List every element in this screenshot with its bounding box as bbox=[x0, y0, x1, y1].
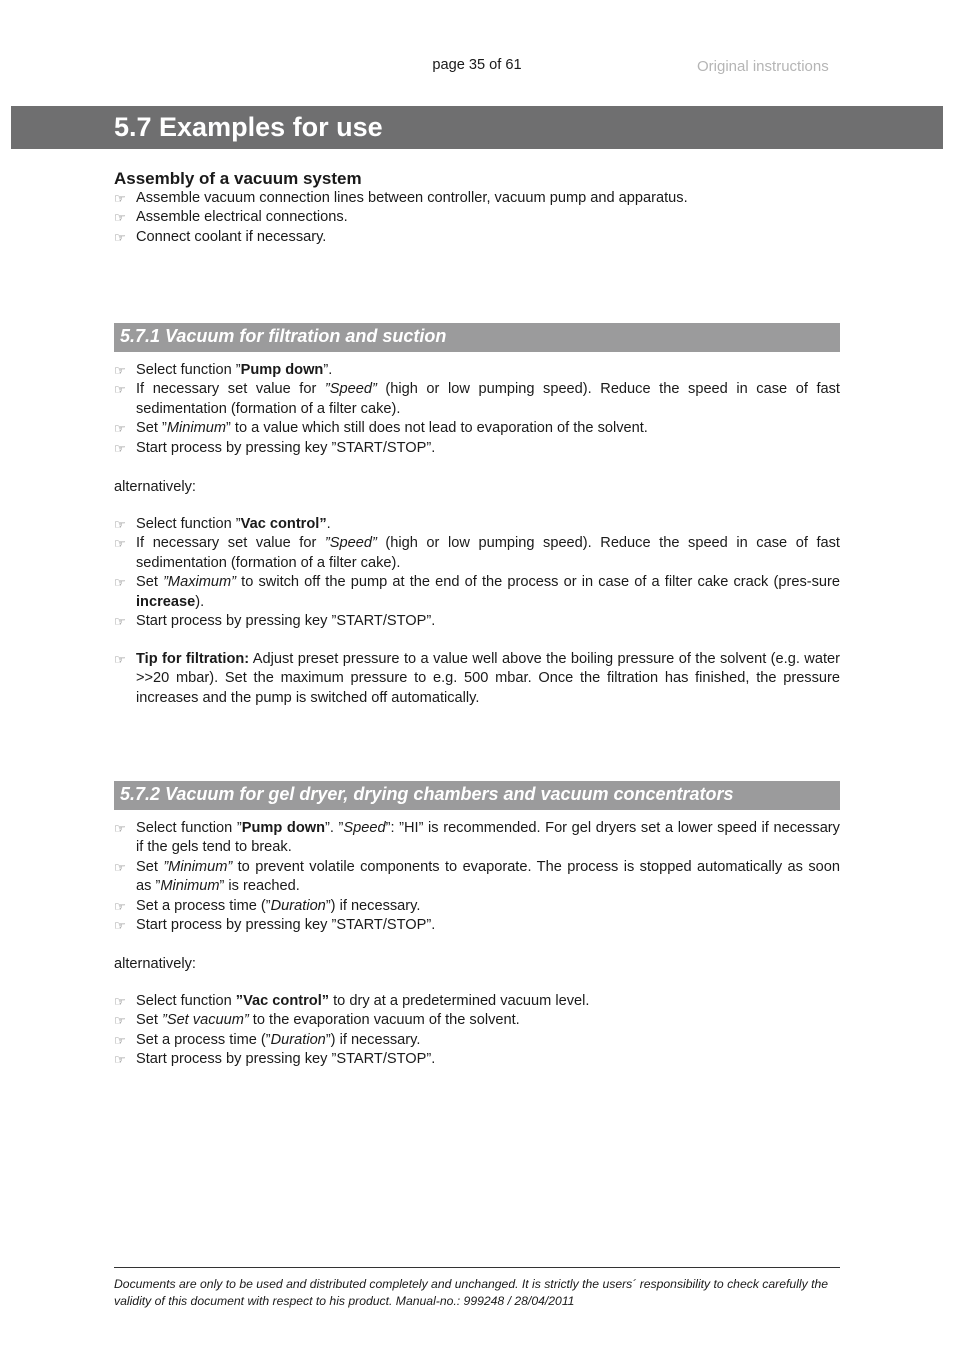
pointing-hand-icon: ☞ bbox=[114, 994, 126, 1009]
pointing-hand-icon: ☞ bbox=[114, 1032, 126, 1048]
list-item: ☞ Connect coolant if necessary. bbox=[114, 228, 840, 247]
pointing-hand-icon: ☞ bbox=[114, 1013, 126, 1029]
pointing-hand-icon: ☞ bbox=[114, 821, 126, 836]
pointing-hand-icon: ☞ bbox=[114, 859, 126, 875]
list-item: ☞ Assemble vacuum connection lines between controller, vacuum pump and apparatus. bbox=[114, 189, 840, 208]
list-item: ☞ Set ”Minimum” to prevent volatile components to evaporate. The process is stopped automatically as soon as ”Minimum” is reached. bbox=[114, 858, 840, 895]
section-title: 5.7 Examples for use bbox=[11, 106, 943, 149]
footer-disclaimer: Documents are only to be used and distributed completely and unchanged. It is strictly the users´ responsibility to check carefully the validity of this document with respect to his product. Manual-no.: 999248 / 28/04/2011 bbox=[114, 1277, 829, 1308]
pointing-hand-icon: ☞ bbox=[114, 382, 126, 398]
list-item: ☞ Set ”Set vacuum” to the evaporation vacuum of the solvent. bbox=[114, 1011, 840, 1030]
assembly-heading: Assembly of a vacuum system bbox=[114, 169, 362, 188]
pointing-hand-icon: ☞ bbox=[114, 191, 126, 206]
list-item: ☞ Start process by pressing key ”START/STOP”. bbox=[114, 1050, 840, 1069]
filtration-tip bbox=[114, 650, 840, 708]
pointing-hand-icon: ☞ bbox=[114, 614, 126, 630]
filtration-list-2 bbox=[114, 515, 840, 631]
list-item: ☞ Set ”Maximum” to switch off the pump at the end of the process or in case of a filter cake crack (pres-sure increase). bbox=[114, 574, 841, 610]
original-instructions-label: Original instructions bbox=[697, 58, 829, 75]
pointing-hand-icon: ☞ bbox=[114, 652, 126, 667]
pointing-hand-icon: ☞ bbox=[114, 363, 126, 378]
pointing-hand-icon: ☞ bbox=[114, 575, 126, 591]
list-item: ☞ Select function ”Vac control”. bbox=[114, 515, 840, 534]
list-item: ☞ Tip for filtration: Adjust preset pressure to a value well above the boiling pressure of the solvent (e.g. water >>20 mbar). Set the maximum pressure to e.g. 500 mbar. Once the filtration has finished, the pressure increases and the pump is switched off automatically. bbox=[114, 651, 840, 706]
page-number: page 35 of 61 bbox=[432, 57, 522, 73]
list-item: ☞ Set a process time (”Duration”) if necessary. bbox=[114, 897, 840, 916]
list-item: ☞ Assemble electrical connections. bbox=[114, 208, 840, 227]
drying-list-2 bbox=[114, 992, 840, 1070]
list-item: ☞ Start process by pressing key ”START/STOP”. bbox=[114, 916, 840, 935]
list-item: ☞ Select function ”Vac control” to dry at a predetermined vacuum level. bbox=[114, 992, 840, 1011]
subsection-title-572: 5.7.2 Vacuum for gel dryer, drying chambers and vacuum concentrators bbox=[114, 781, 840, 810]
list-item: ☞ Select function ”Pump down”. ”Speed”: ”HI” is recommended. For gel dryers set a lower speed if necessary if the gels tend to break. bbox=[114, 820, 840, 856]
pointing-hand-icon: ☞ bbox=[114, 421, 126, 437]
filtration-list-1 bbox=[114, 361, 840, 458]
list-item: ☞ Start process by pressing key ”START/STOP”. bbox=[114, 439, 840, 458]
subsection-title-571: 5.7.1 Vacuum for filtration and suction bbox=[114, 323, 840, 352]
pointing-hand-icon: ☞ bbox=[114, 229, 126, 245]
drying-list-1 bbox=[114, 819, 840, 935]
list-item: ☞ Set a process time (”Duration”) if necessary. bbox=[114, 1031, 840, 1050]
pointing-hand-icon: ☞ bbox=[114, 1052, 126, 1068]
alternatively-text: alternatively: bbox=[114, 956, 196, 972]
footer-divider bbox=[114, 1267, 840, 1268]
list-item: ☞ Select function ”Pump down”. bbox=[114, 361, 840, 380]
pointing-hand-icon: ☞ bbox=[114, 918, 126, 934]
alternatively-text: alternatively: bbox=[114, 479, 196, 495]
pointing-hand-icon: ☞ bbox=[114, 536, 126, 552]
list-item: ☞ If necessary set value for ”Speed” (high or low pumping speed). Reduce the speed in case of fast sedimentation (formation of a filter cake). bbox=[114, 381, 840, 417]
assembly-list bbox=[114, 189, 840, 247]
pointing-hand-icon: ☞ bbox=[114, 210, 126, 226]
list-item: ☞ Set ”Minimum” to a value which still does not lead to evaporation of the solvent. bbox=[114, 419, 840, 438]
pointing-hand-icon: ☞ bbox=[114, 898, 126, 914]
list-item: ☞ If necessary set value for ”Speed” (high or low pumping speed). Reduce the speed in case of fast sedimentation (formation of a filter cake). bbox=[114, 535, 840, 571]
list-item: ☞ Start process by pressing key ”START/STOP”. bbox=[114, 612, 840, 631]
pointing-hand-icon: ☞ bbox=[114, 440, 126, 456]
pointing-hand-icon: ☞ bbox=[114, 517, 126, 532]
